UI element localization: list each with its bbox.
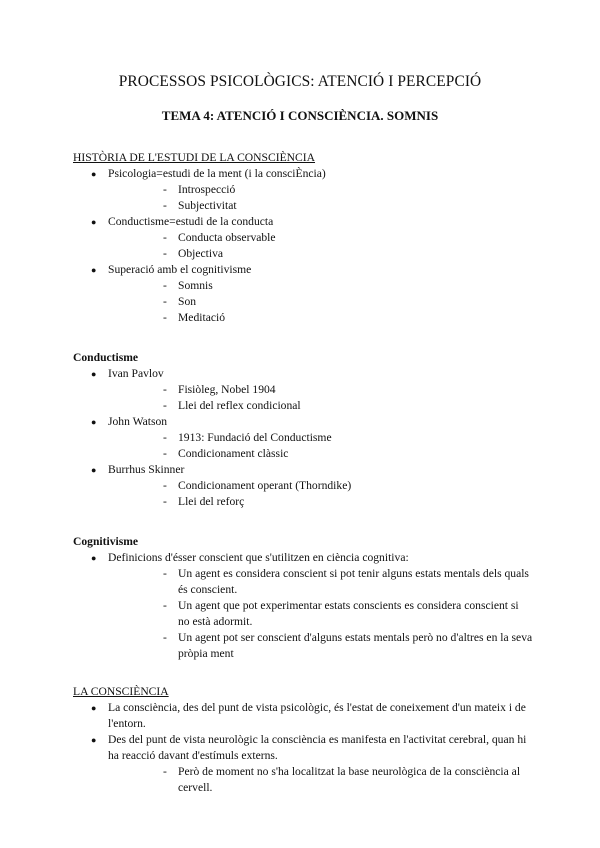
dash-icon: - xyxy=(163,247,167,260)
bullet-icon: ● xyxy=(91,217,97,227)
section-heading-cognitivisme: Cognitivisme xyxy=(73,535,139,548)
section-heading-historia: HISTÒRIA DE L'ESTUDI DE LA CONSCIÈNCIA xyxy=(73,151,316,164)
dash-icon: - xyxy=(163,495,167,508)
sub-list-item xyxy=(108,566,533,598)
sub-list-item-text: Introspecció xyxy=(178,183,236,196)
sub-list-item xyxy=(108,246,533,262)
conductisme-list xyxy=(73,366,533,510)
list-item xyxy=(73,550,533,662)
sub-list-item-text: Llei del reforç xyxy=(178,495,245,508)
list-item xyxy=(73,166,533,214)
dash-icon: - xyxy=(163,199,167,212)
list-item xyxy=(73,732,533,796)
sub-list-item xyxy=(108,198,533,214)
list-item xyxy=(73,414,533,462)
list-item-text: Des del punt de vista neurològic la consciència es manifesta en l'activitat cerebral, quan hi ha reacció davant d'estímuls externs. xyxy=(108,733,527,762)
bullet-icon: ● xyxy=(91,465,97,475)
document-subtitle: TEMA 4: ATENCIÓ I CONSCIÈNCIA. SOMNIS xyxy=(161,108,439,123)
sub-list-item-text: Somnis xyxy=(178,279,213,292)
dash-icon: - xyxy=(163,479,167,492)
sub-list-item-text: Condicionament clàssic xyxy=(178,447,289,460)
dash-icon: - xyxy=(163,295,167,308)
sub-list-item-text: Subjectivitat xyxy=(178,199,237,212)
dash-icon: - xyxy=(163,183,167,196)
dash-icon: - xyxy=(163,567,167,580)
list-item xyxy=(73,262,533,326)
dash-icon: - xyxy=(163,599,167,612)
sub-list-item xyxy=(108,598,533,630)
section-heading-conductisme: Conductisme xyxy=(73,351,139,364)
sub-list-item-text: Meditació xyxy=(178,311,226,324)
sub-list-item-text: Un agent es considera conscient si pot tenir alguns estats mentals dels quals és conscient. xyxy=(178,567,529,596)
sub-list-item xyxy=(108,294,533,310)
dash-icon: - xyxy=(163,447,167,460)
sub-list-item xyxy=(108,382,533,398)
list-item xyxy=(73,366,533,414)
historia-list xyxy=(73,166,533,326)
sub-list-item xyxy=(108,764,533,796)
sub-list-item-text: Fisiòleg, Nobel 1904 xyxy=(178,383,276,396)
list-item-text: Conductisme=estudi de la conducta xyxy=(108,215,274,228)
consciencia-list xyxy=(73,700,533,796)
sub-list-item-text: Però de moment no s'ha localitzat la base neurològica de la consciència al cervell. xyxy=(178,765,521,794)
bullet-icon: ● xyxy=(91,369,97,379)
document-body xyxy=(73,150,533,796)
bullet-icon: ● xyxy=(91,265,97,275)
sub-list-item xyxy=(108,494,533,510)
list-item-text: Psicologia=estudi de la ment (i la consciÈncia) xyxy=(108,167,326,180)
bullet-icon: ● xyxy=(91,735,97,745)
list-item-text: Ivan Pavlov xyxy=(108,367,164,380)
dash-icon: - xyxy=(163,431,167,444)
section-heading-consciencia: LA CONSCIÈNCIA xyxy=(73,685,169,698)
sub-list-item xyxy=(108,310,533,326)
sub-list-item xyxy=(108,478,533,494)
sub-list-item xyxy=(108,446,533,462)
list-item xyxy=(73,214,533,262)
dash-icon: - xyxy=(163,311,167,324)
sub-list-item-text: Objectiva xyxy=(178,247,224,260)
dash-icon: - xyxy=(163,231,167,244)
list-item xyxy=(73,700,528,732)
list-item-text: La consciència, des del punt de vista psicològic, és l'estat de coneixement d'un mateix i de l'entorn. xyxy=(108,701,526,730)
sub-list-item-text: Conducta observable xyxy=(178,231,276,244)
bullet-icon: ● xyxy=(91,417,97,427)
sub-list-item-text: Un agent que pot experimentar estats conscients es considera conscient si no està adormit. xyxy=(178,599,519,628)
sub-list-item-text: Condicionament operant (Thorndike) xyxy=(178,479,352,492)
dash-icon: - xyxy=(163,631,167,644)
sub-list-item-text: Son xyxy=(178,295,197,308)
bullet-icon: ● xyxy=(91,553,97,563)
cognitivisme-list xyxy=(73,550,533,662)
sub-list-item-text: 1913: Fundació del Conductisme xyxy=(178,431,332,444)
bullet-icon: ● xyxy=(91,169,97,179)
sub-list-item-text: Un agent pot ser conscient d'alguns estats mentals però no d'altres en la seva pròpia ment xyxy=(178,631,533,660)
sub-list-item xyxy=(108,182,533,198)
sub-list-item xyxy=(108,430,533,446)
dash-icon: - xyxy=(163,399,167,412)
list-item-text: Definicions d'ésser conscient que s'utilitzen en ciència cognitiva: xyxy=(108,551,409,564)
sub-list-item-text: Llei del reflex condicional xyxy=(178,399,301,412)
sub-list-item xyxy=(108,398,533,414)
dash-icon: - xyxy=(163,279,167,292)
sub-list-item xyxy=(108,230,533,246)
list-item-text: John Watson xyxy=(108,415,168,428)
dash-icon: - xyxy=(163,383,167,396)
sub-list-item xyxy=(108,630,533,662)
sub-list-item xyxy=(108,278,533,294)
list-item-text: Burrhus Skinner xyxy=(108,463,185,476)
dash-icon: - xyxy=(163,765,167,778)
list-item-text: Superació amb el cognitivisme xyxy=(108,263,252,276)
list-item xyxy=(73,462,533,510)
bullet-icon: ● xyxy=(91,703,97,713)
document-title: PROCESSOS PSICOLÒGICS: ATENCIÓ I PERCEPCIÓ xyxy=(118,73,482,90)
